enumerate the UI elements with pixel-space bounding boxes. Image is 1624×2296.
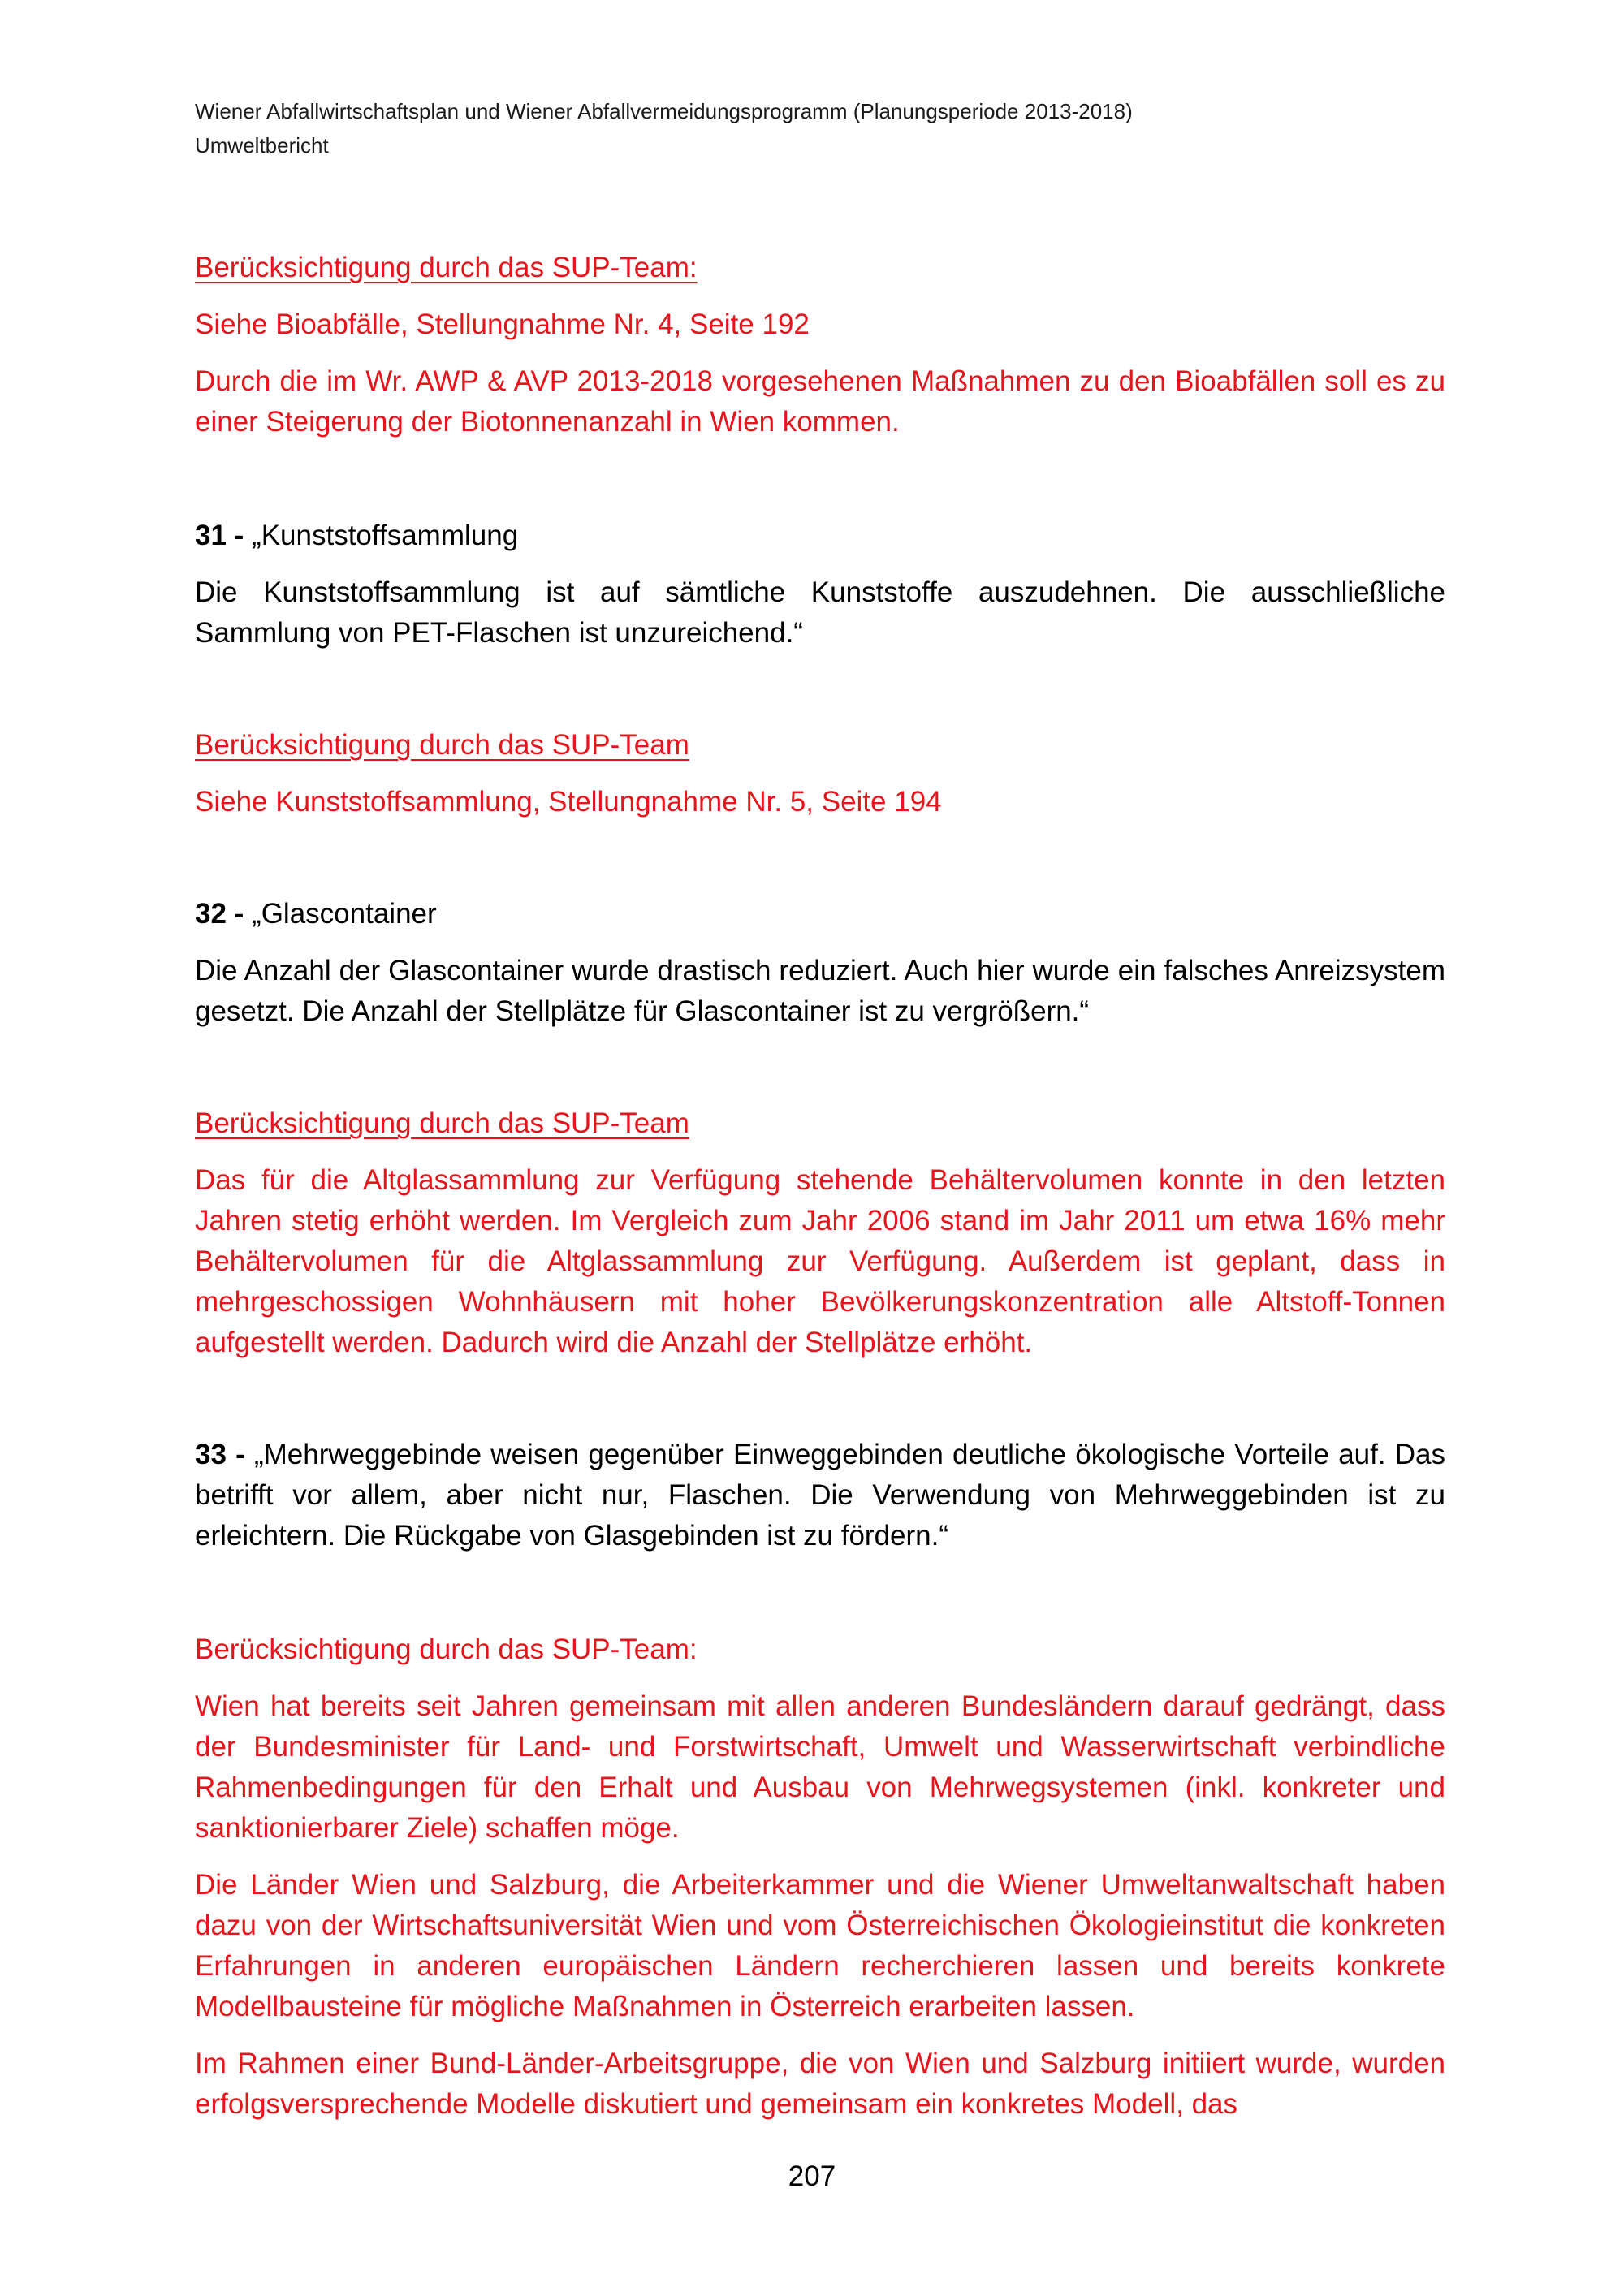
page-content bbox=[195, 248, 1445, 2141]
response-4-paragraph-3: Im Rahmen einer Bund-Länder-Arbeitsgruppe, die von Wien und Salzburg initiiert wurde, wurden erfolgsversprechende Modelle diskutiert und gemeinsam ein konkretes Modell, das bbox=[195, 2048, 1445, 2120]
response-4-paragraph-1: Wien hat bereits seit Jahren gemeinsam mit allen anderen Bundesländern darauf gedrängt, dass der Bundesminister für Land- und Forstwirtschaft, Umwelt und Wasserwirtschaft verbindliche Rahmenbedingungen für den Erhalt und Ausbau von Mehrwegsystemen (inkl. konkreter und sanktionierbarer Ziele) schaffen möge. bbox=[195, 1690, 1445, 1844]
response-4-paragraph-2: Die Länder Wien und Salzburg, die Arbeiterkammer und die Wiener Umweltanwaltschaft haben dazu von der Wirtschaftsuniversität Wien und vom Österreichischen Ökologieinstitut die konkreten Erfahrungen in anderen europäischen Ländern recherchieren lassen und bereits konkrete Modellbausteine für mögliche Maßnahmen in Österreich erarbeiten lassen. bbox=[195, 1869, 1445, 2022]
statement-32-text: Die Anzahl der Glascontainer wurde drastisch reduziert. Auch hier wurde ein falsches Anreizsystem gesetzt. Die Anzahl der Stellplätze für Glascontainer ist zu vergrößern.“ bbox=[195, 955, 1445, 1027]
statement-31-title bbox=[195, 516, 1445, 556]
response-1-paragraph-1: Siehe Bioabfälle, Stellungnahme Nr. 4, Seite 192 bbox=[195, 309, 810, 340]
statement-31-text: Die Kunststoffsammlung ist auf sämtliche Kunststoffe auszudehnen. Die ausschließliche Sammlung von PET-Flaschen ist unzureichend.“ bbox=[195, 576, 1445, 649]
spacer bbox=[195, 1379, 1445, 1435]
statement-32-title bbox=[195, 894, 1445, 934]
page-number: 207 bbox=[788, 2160, 836, 2192]
spacer bbox=[195, 459, 1445, 516]
statement-32-heading: „Glascontainer bbox=[252, 898, 437, 930]
header-subtitle: Umweltbericht bbox=[195, 133, 329, 158]
statement-33 bbox=[195, 1435, 1445, 1556]
response-heading-1: Berücksichtigung durch das SUP-Team: bbox=[195, 252, 698, 283]
spacer bbox=[195, 1048, 1445, 1103]
spacer bbox=[195, 839, 1445, 894]
statement-31-heading: „Kunststoffsammlung bbox=[252, 520, 519, 551]
spacer bbox=[195, 1573, 1445, 1629]
response-3-paragraph-1: Das für die Altglassammlung zur Verfügung stehende Behältervolumen konnte in den letzten Jahren stetig erhöht werden. Im Vergleich zum Jahr 2006 stand im Jahr 2011 um etwa 16% mehr Behältervolumen für die Altglassammlung zur Verfügung. Außerdem ist geplant, dass in mehrgeschossigen Wohnhäusern mit hoher Bevölkerungskonzentration alle Altstoff-Tonnen aufgestellt werden. Dadurch wird die Anzahl der Stellplätze erhöht. bbox=[195, 1164, 1445, 1358]
response-1-paragraph-2: Durch die im Wr. AWP & AVP 2013-2018 vorgesehenen Maßnahmen zu den Bioabfällen soll es zu einer Steigerung der Biotonnenanzahl in Wien kommen. bbox=[195, 365, 1445, 438]
statement-33-text: „Mehrweggebinde weisen gegenüber Einweggebinden deutliche ökologische Vorteile auf. Das betrifft vor allem, aber nicht nur, Flaschen. Die Verwendung von Mehrweggebinden ist zu erleichtern. Die Rückgabe von Glasgebinden ist zu fördern.“ bbox=[195, 1439, 1445, 1552]
response-heading-3: Berücksichtigung durch das SUP-Team bbox=[195, 1107, 689, 1139]
response-heading-2: Berücksichtigung durch das SUP-Team bbox=[195, 729, 689, 761]
statement-32-number: 32 - bbox=[195, 898, 244, 930]
spacer bbox=[195, 670, 1445, 725]
running-header bbox=[195, 94, 1445, 162]
response-heading-4: Berücksichtigung durch das SUP-Team: bbox=[195, 1634, 698, 1665]
statement-31-number: 31 - bbox=[195, 520, 244, 551]
response-2-paragraph-1: Siehe Kunststoffsammlung, Stellungnahme Nr. 5, Seite 194 bbox=[195, 786, 942, 818]
statement-33-number: 33 - bbox=[195, 1439, 245, 1470]
header-title: Wiener Abfallwirtschaftsplan und Wiener Abfallvermeidungsprogramm (Planungsperiode 2013-2018) bbox=[195, 99, 1133, 123]
